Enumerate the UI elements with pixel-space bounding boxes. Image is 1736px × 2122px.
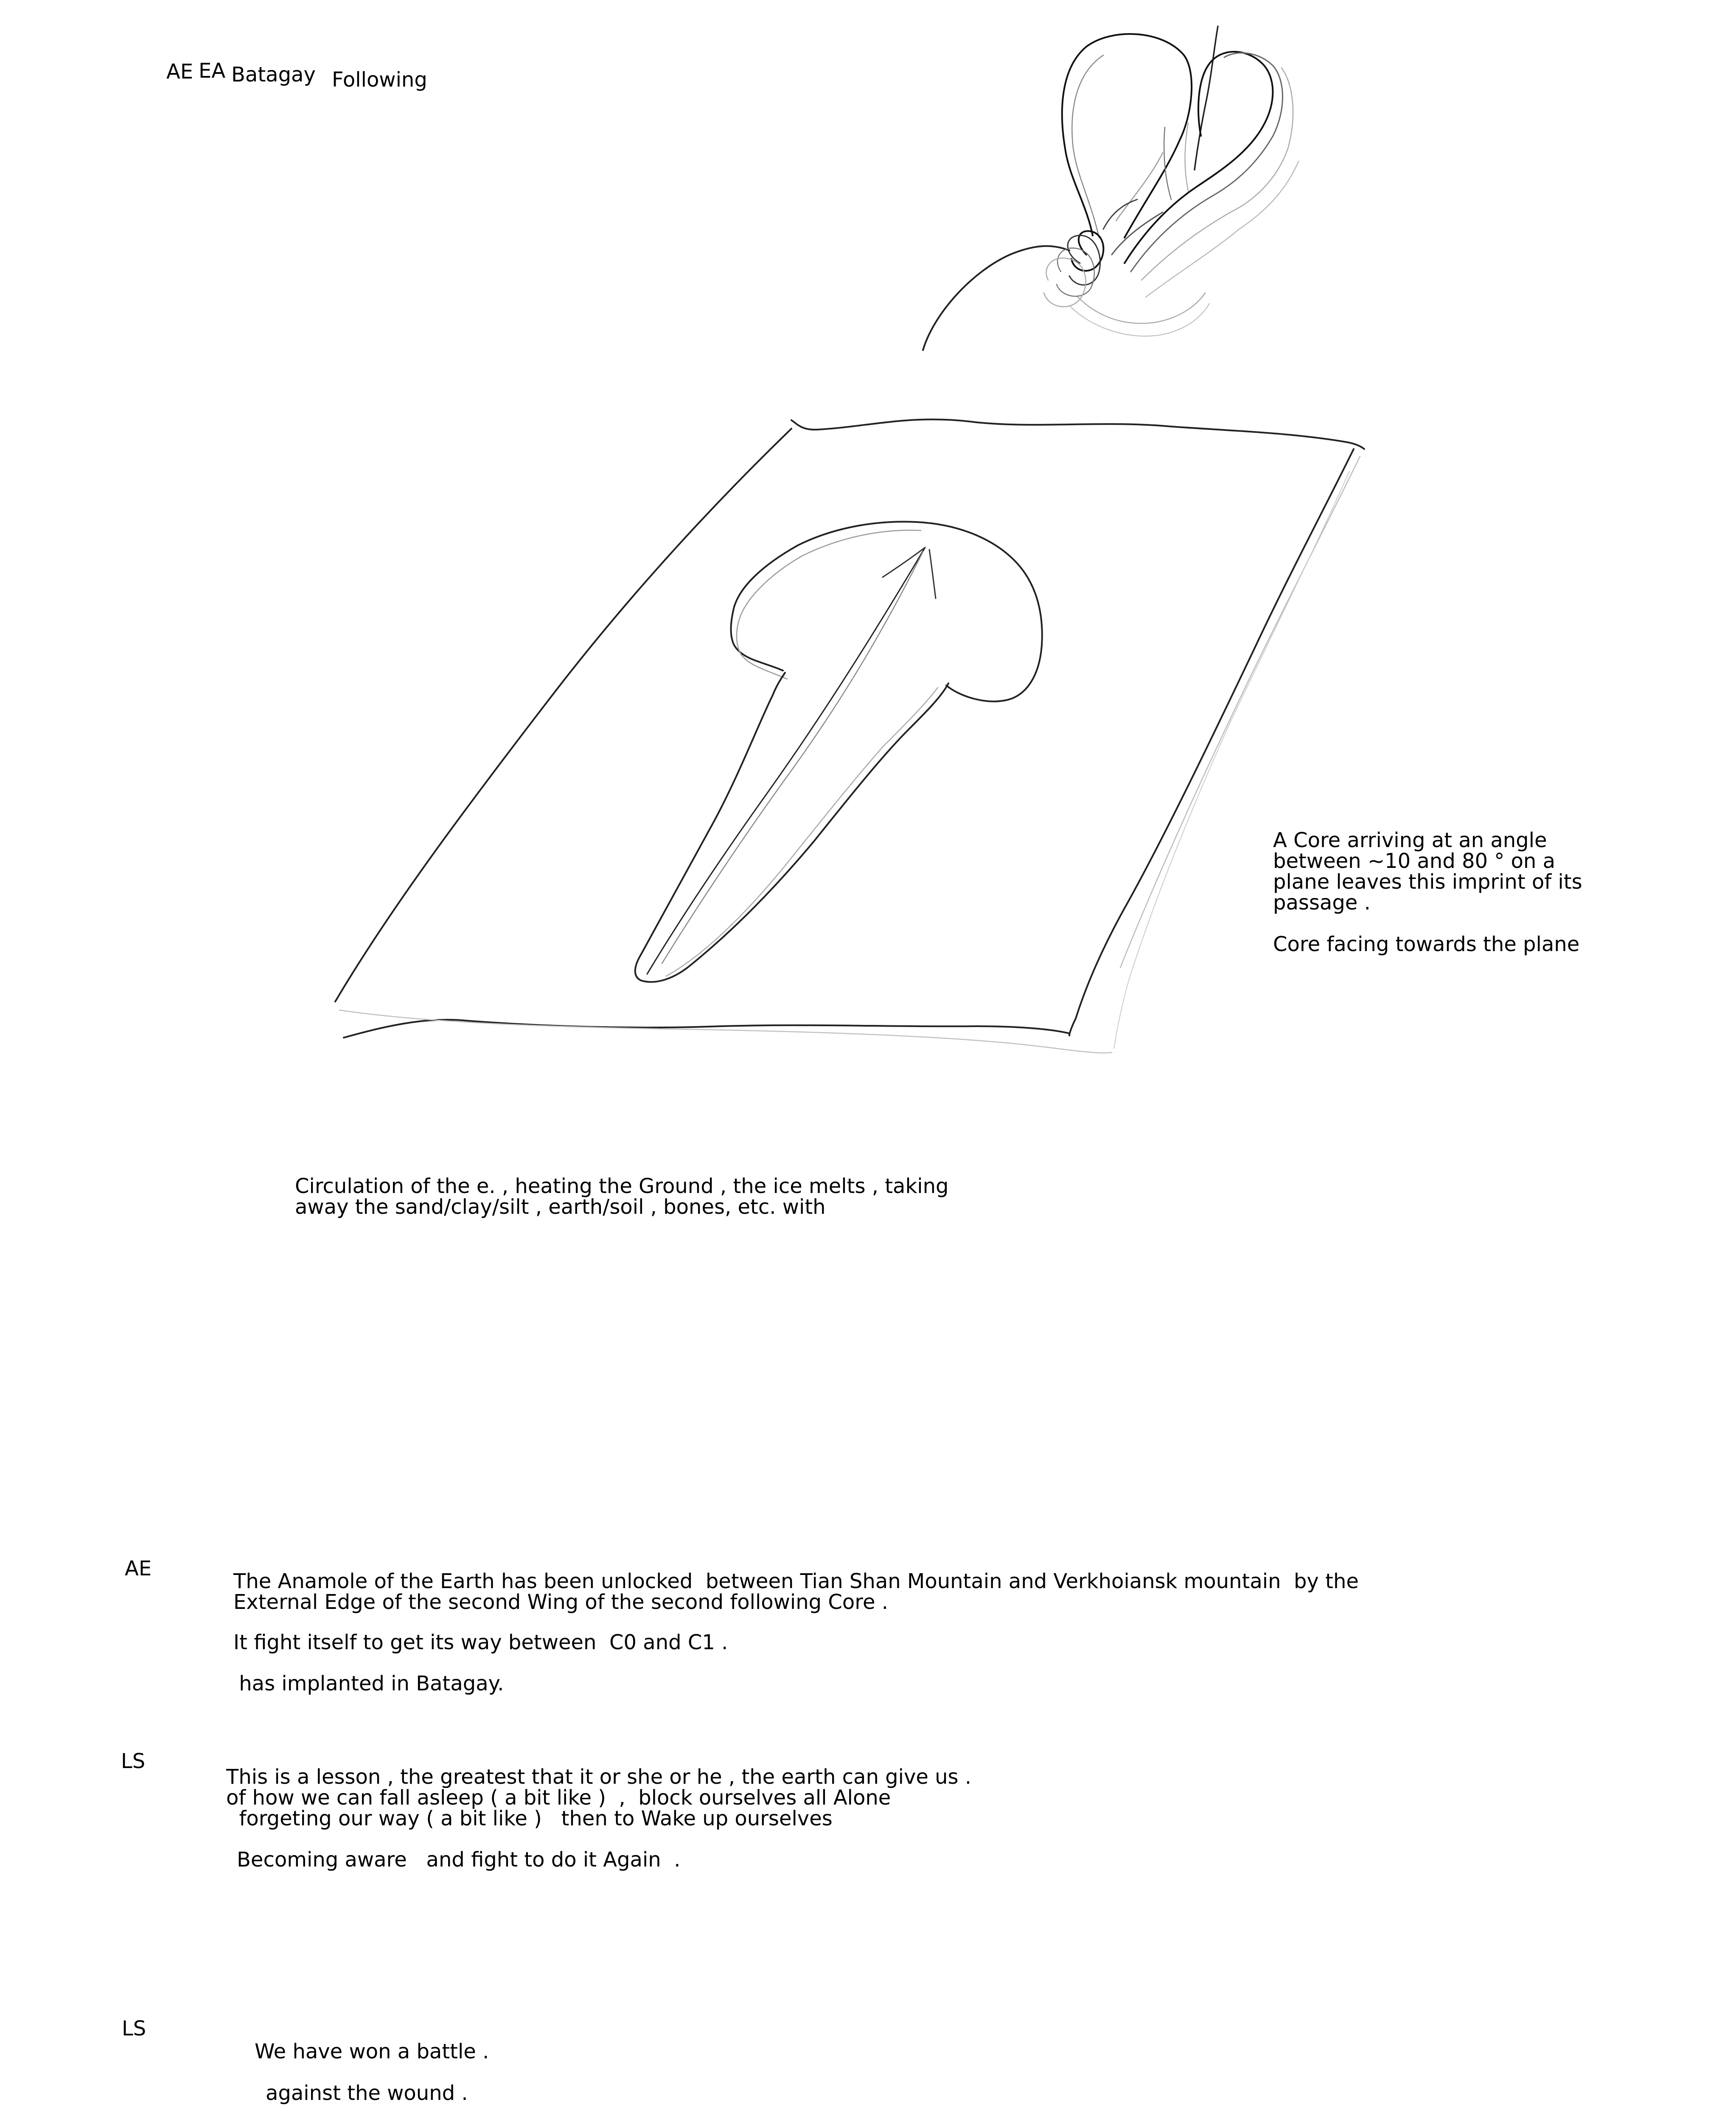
side-note-facing: Core facing towards the plane xyxy=(1273,932,1580,956)
section-ls2-wound: against the wound . xyxy=(266,2081,468,2105)
side-note-line-2: between ~10 and 80 ° on a xyxy=(1273,849,1555,873)
section-ls1-aware: Becoming aware and fight to do it Again . xyxy=(237,1848,681,1872)
section-ae-line-2: External Edge of the second Wing of the second following Core . xyxy=(233,1590,889,1614)
section-ls1-line-2: of how we can fall asleep ( a bit like ) , block ourselves all Alone xyxy=(226,1786,891,1810)
circulation-line-2: away the sand/clay/silt , earth/soil , bones, etc. with xyxy=(295,1195,826,1219)
section-ae-implanted: has implanted in Batagay. xyxy=(233,1672,504,1695)
side-note-line-3: plane leaves this imprint of its xyxy=(1273,870,1582,894)
circulation-line-1: Circulation of the e. , heating the Ground , the ice melts , taking xyxy=(295,1174,949,1198)
section-ls1-line-1: This is a lesson , the greatest that it or she or he , the earth can give us . xyxy=(226,1765,972,1789)
header-place: Batagay xyxy=(231,63,316,87)
side-note-line-1: A Core arriving at an angle xyxy=(1273,828,1547,852)
side-note-line-4: passage . xyxy=(1273,891,1371,915)
section-ls2-tag: LS xyxy=(122,2017,146,2041)
section-ls1-line-3: forgeting our way ( a bit like ) then to Wake up ourselves xyxy=(226,1807,833,1830)
section-ls2-won: We have won a battle . xyxy=(255,2040,489,2063)
header-ae: AE xyxy=(166,60,194,84)
section-ae-fight: It fight itself to get its way between C0 and C1 . xyxy=(233,1631,728,1654)
section-ae-line-1: The Anamole of the Earth has been unlocked between Tian Shan Mountain and Verkhoiansk mountain by the xyxy=(233,1569,1359,1593)
plane-sketch xyxy=(335,419,1364,1053)
swirl-sketch xyxy=(923,26,1298,350)
header-following: Following xyxy=(332,68,427,92)
header-ea: EA xyxy=(199,59,226,83)
section-ls1-tag: LS xyxy=(121,1749,146,1773)
section-ae-tag: AE xyxy=(125,1557,152,1580)
